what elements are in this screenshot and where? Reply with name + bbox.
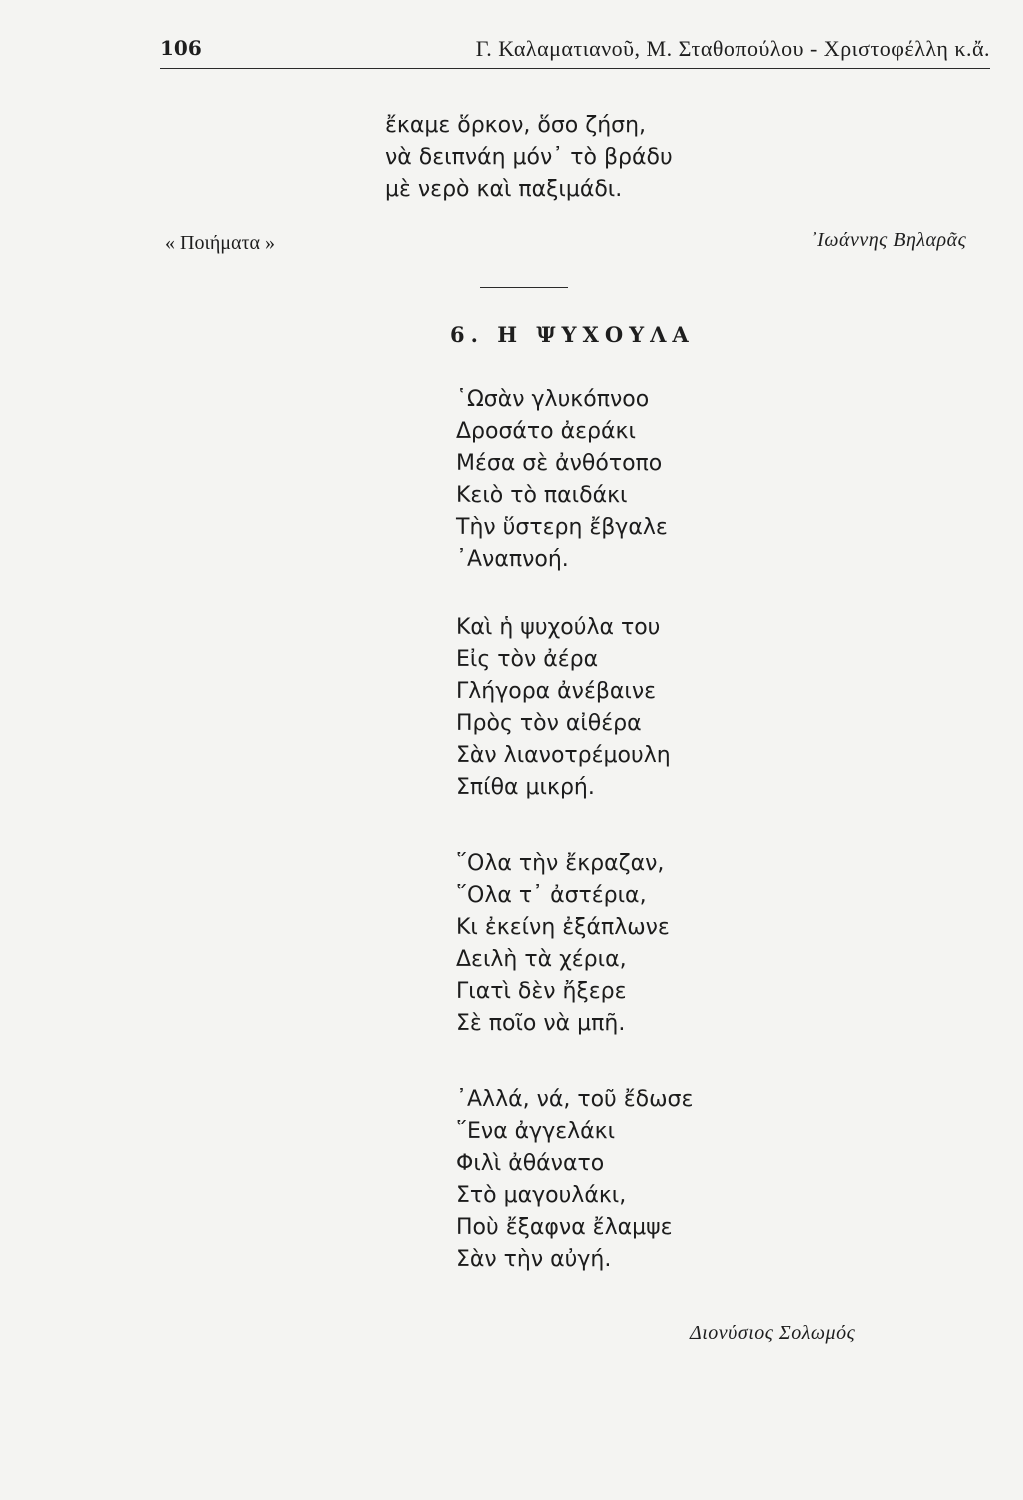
verse-line: ᾽Αναπνοή.: [456, 547, 569, 572]
page-number: 106: [160, 36, 202, 60]
page-header: [160, 34, 990, 69]
verse-line: ῞Ολα τ᾽ ἀστέρια,: [456, 883, 647, 908]
verse-line: Κειὸ τὸ παιδάκι: [456, 483, 628, 508]
verse-line: Εἰς τὸν ἀέρα: [456, 647, 599, 672]
verse-line: ῞Ενα ἀγγελάκι: [456, 1119, 616, 1144]
verse-line: Σὰν λιανοτρέμουλη: [456, 743, 671, 768]
verse-line: Γιατὶ δὲν ἤξερε: [456, 979, 627, 1004]
verse-line: ῾Ωσὰν γλυκόπνοο: [456, 387, 650, 412]
verse-line: Γλήγορα ἀνέβαινε: [456, 679, 657, 704]
stanza-1: [456, 384, 668, 576]
stanza-2: [456, 612, 671, 804]
verse-line: νὰ δειπνάη μόν᾽ τὸ βράδυ: [385, 145, 673, 170]
verse-line: Φιλὶ ἀθάνατο: [456, 1151, 605, 1176]
section-divider: [480, 287, 568, 288]
previous-poem-ending: [385, 110, 673, 206]
verse-line: Σὰν τὴν αὐγή.: [456, 1247, 612, 1272]
verse-line: Σπίθα μικρή.: [456, 775, 595, 800]
stanza-3: [456, 848, 670, 1040]
source-citation: « Ποιήματα »: [165, 232, 275, 254]
verse-line: Σὲ ποῖο νὰ μπῆ.: [456, 1011, 626, 1036]
poem-title: 6. Η ΨΥΧΟΥΛΑ: [450, 322, 695, 347]
verse-line: μὲ νερὸ καὶ παξιμάδι.: [385, 177, 623, 202]
running-head: Γ. Καλαματιανοῦ, Μ. Σταθοπούλου - Χριστοφέλλη κ.ἄ.: [475, 36, 990, 61]
verse-line: ᾽Αλλά, νά, τοῦ ἔδωσε: [456, 1087, 694, 1112]
verse-line: Πρὸς τὸν αἰθέρα: [456, 711, 642, 736]
poem-author: Διονύσιος Σολωμός: [690, 1322, 856, 1344]
verse-line: Μέσα σὲ ἀνθότοπο: [456, 451, 663, 476]
verse-line: Κι ἐκείνη ἐξάπλωνε: [456, 915, 670, 940]
verse-line: Καὶ ἡ ψυχούλα του: [456, 615, 661, 640]
stanza-4: [456, 1084, 693, 1276]
verse-line: Ποὺ ἔξαφνα ἔλαμψε: [456, 1215, 673, 1240]
verse-line: Τὴν ὕστερη ἔβγαλε: [456, 515, 668, 540]
verse-line: ῞Ολα τὴν ἔκραζαν,: [456, 851, 665, 876]
verse-line: Στὸ μαγουλάκι,: [456, 1183, 627, 1208]
previous-poem-author: ᾽Ιωάννης Βηλαρᾶς: [810, 229, 967, 251]
verse-line: Δειλὴ τὰ χέρια,: [456, 947, 627, 972]
verse-line: Δροσάτο ἀεράκι: [456, 419, 636, 444]
verse-line: ἔκαμε ὅρκον, ὅσο ζήση,: [385, 113, 647, 138]
